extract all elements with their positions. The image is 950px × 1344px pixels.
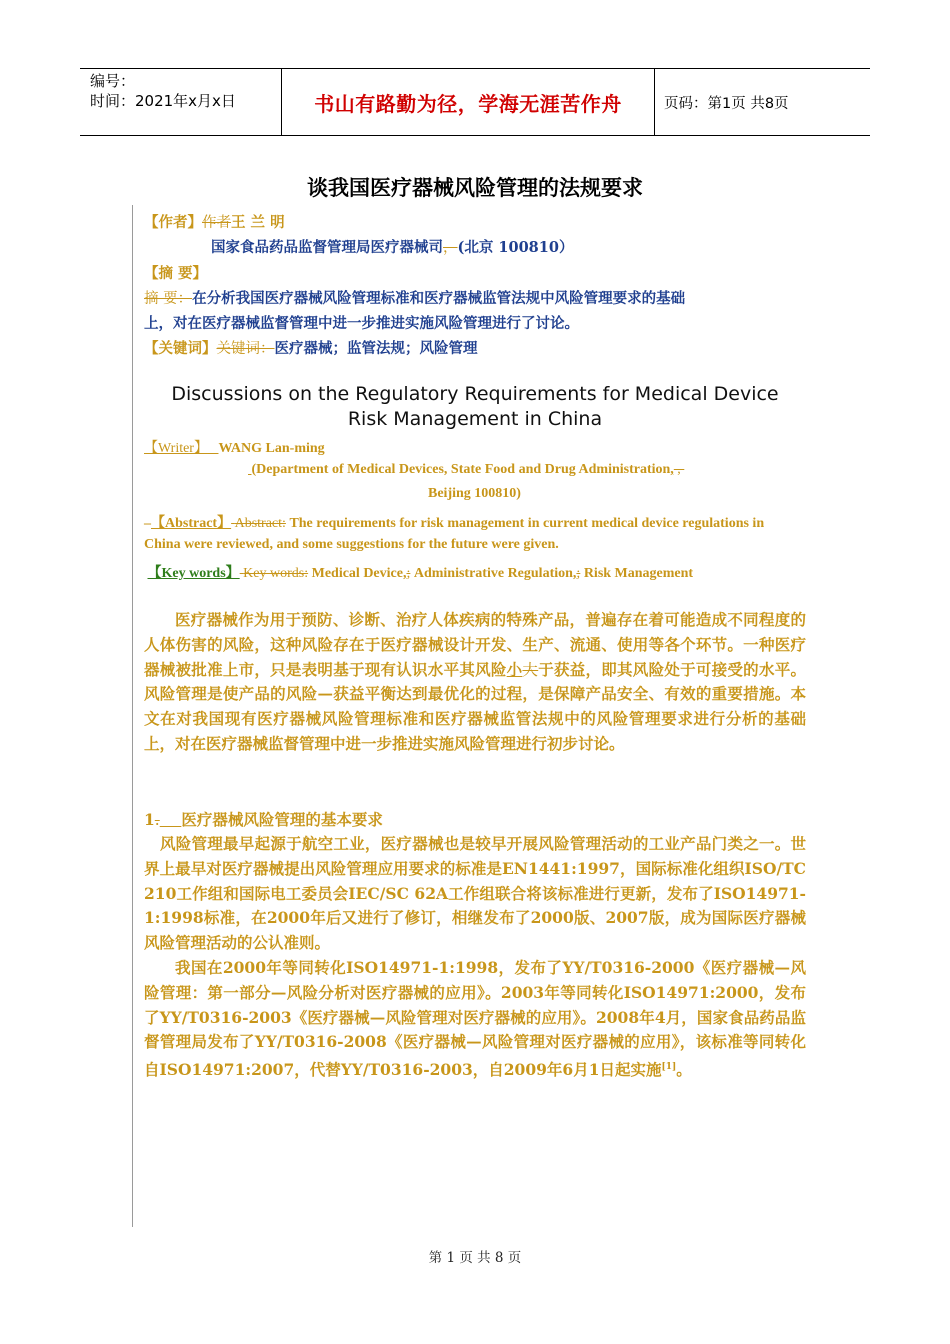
english-abstract-tag: 【Abstract】: [151, 516, 232, 531]
english-keywords-tag: 【Key words】: [147, 566, 240, 581]
deleted-text: 大: [522, 660, 539, 679]
english-keywords-line: 【Key words】 Key words: Medical Device,; Administrative Regulation,; Risk Management: [147, 566, 694, 581]
header-number: 编号：: [90, 72, 136, 90]
header-meta: [80, 69, 281, 135]
inserted-text: 小: [506, 659, 523, 679]
english-affiliation-line-1: (Department of Medical Devices, State Food and Drug Administration, ,: [251, 462, 685, 477]
author-name: 王 兰 明: [231, 214, 285, 231]
english-writer-line: [144, 437, 325, 457]
document-title: 谈我国医疗器械风险管理的法规要求: [307, 176, 643, 200]
citation-ref: [1]: [661, 1062, 677, 1073]
section-1-paragraph-1: 风险管理最早起源于航空工业，医疗器械也是较早开展风险管理活动的工业产品门类之一。世界上最早对医疗器械提出风险管理应用要求的标准是EN1441:1997，国际标准化组织ISO/TC 210工作组和国际电工委员会IEC/SC 62A工作组联合将该标准进行更新，发布了ISO14971-1:1998标准，在2000年后又进行了修订，相继发布了2000版、2007版，成为国际医疗器械风险管理活动的公认准则。: [144, 834, 806, 953]
english-title: Discussions on the Regulatory Requirements for Medical Device Risk Management in China: [171, 383, 779, 430]
author-deleted: 作者: [202, 215, 231, 231]
keywords-tag: 【关键词】: [144, 340, 217, 357]
header-motto: 书山有路勤为径，学海无涯苦作舟: [281, 69, 655, 135]
keywords-text: 医疗器械；监管法规；风险管理: [274, 340, 478, 357]
english-abstract-deleted: Abstract:: [234, 516, 286, 531]
abstract-tag: 【摘 要】: [144, 265, 208, 282]
abstract-deleted: 摘 要：: [144, 291, 193, 307]
header-table: [80, 68, 870, 136]
affiliation-line: [211, 236, 573, 257]
intro-paragraph: 医疗器械作为用于预防、诊断、治疗人体疾病的特殊产品，普遍存在着可能造成不同程度的人体伤害的风险，这种风险存在于医疗器械设计开发、生产、流通、使用等各个环节。一种医疗器械被批准上市，只是表明基于现有认识水平其风险小大于获益，即其风险处于可接受的水平。风险管理是使产品的风险—获益平衡达到最优化的过程，是保障产品安全、有效的重要措施。本文在对我国现有医疗器械风险管理标准和医疗器械监管法规中的风险管理要求进行分析的基础上，对在医疗器械监督管理中进一步推进实施风险管理进行初步讨论。: [144, 610, 806, 753]
english-affiliation-line-2: Beijing 100810): [428, 486, 521, 501]
abstract-line-2: 上，对在医疗器械监督管理中进一步推进实施风险管理进行了讨论。: [144, 315, 579, 332]
affiliation-text: 国家食品药品监督管理局医疗器械司: [211, 239, 443, 256]
section-1-paragraph-2: 我国在2000年等同转化ISO14971-1:1998，发布了YY/T0316-2000《医疗器械—风险管理：第一部分—风险分析对医疗器械的应用》。2003年等同转化ISO14971:2000，发布了YY/T0316-2003《医疗器械—风险管理对医疗器械的应用》。2008年4月，国家食品药品监督管理局发布了YY/T0316-2008《医疗器械—风险管理对医疗器械的应用》，该标准等同转化自ISO14971:2007，代替YY/T0316-2003，自2009年6月1日起实施[1]。: [144, 958, 806, 1080]
page-footer: 第 1 页 共 8 页: [428, 1250, 522, 1266]
header-page-info: 页码：第1页 共8页: [664, 95, 789, 112]
author-line: [144, 211, 285, 232]
affiliation-location: (北京 100810）: [457, 239, 574, 256]
writer-name: WANG Lan-ming: [218, 441, 325, 456]
affiliation-deleted: ，: [443, 240, 458, 256]
abstract-line-1: 摘 要：在分析我国医疗器械风险管理标准和医疗器械监管法规中风险管理要求的基础: [144, 290, 686, 307]
author-tag: 【作者】: [144, 214, 202, 231]
english-abstract-line-2: China were reviewed, and some suggestions for the future were given.: [144, 537, 559, 552]
revision-change-bar: [132, 205, 133, 1227]
keywords-line: [144, 337, 478, 358]
header-time: 时间：2021年x月x日: [90, 92, 236, 110]
english-keywords-deleted: Key words:: [243, 566, 309, 581]
writer-tag: 【Writer】: [144, 441, 208, 456]
english-abstract-line-1: –【Abstract】 Abstract: The requirements for risk management in current medical device regulations in: [144, 516, 765, 531]
section-1-heading: 1. 医疗器械风险管理的基本要求: [144, 810, 383, 829]
keywords-deleted: 关键词：: [216, 341, 275, 357]
